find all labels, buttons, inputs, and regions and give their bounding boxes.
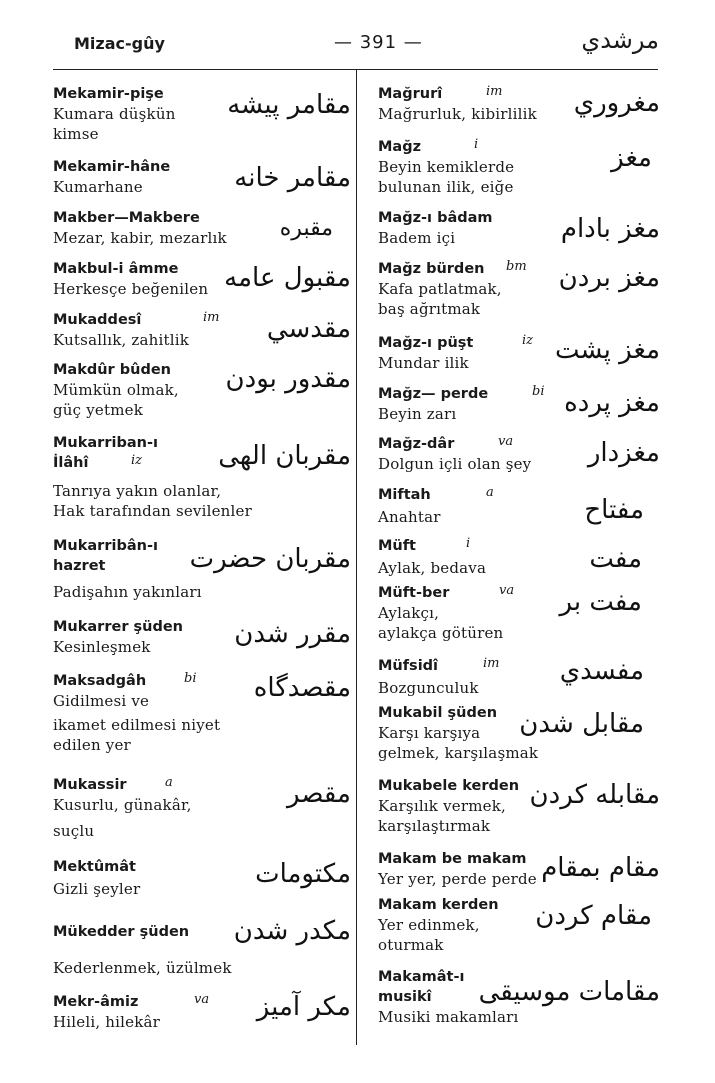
entry-term: Müfsidî (378, 658, 439, 674)
entry-pos-tag: iz (522, 333, 534, 348)
entry-term: Makamât-ı (378, 969, 465, 985)
entry-definition: Yer yer, perde perde (378, 870, 537, 888)
entry-arabic: مغز بردن (558, 263, 660, 293)
dictionary-entry (378, 485, 660, 527)
dictionary-entry (378, 536, 660, 578)
entry-arabic: مقامات موسيقى (478, 977, 660, 1007)
dictionary-entry (53, 916, 351, 978)
entry-pos-tag: bi (184, 671, 197, 686)
entry-definition: Kafa patlatmak, (378, 280, 502, 298)
running-head-left: Mizac-gûy (74, 34, 165, 53)
entry-term: Mukarrer şüden (53, 619, 184, 635)
dictionary-entry (53, 536, 351, 602)
entry-arabic: مفت بر (559, 587, 642, 617)
entry-term: Makam be makam (378, 851, 527, 867)
entry-term: Mekamir-pişe (53, 86, 164, 102)
entry-definition: güç yetmek (53, 401, 144, 419)
entry-arabic: مقام كردن (535, 901, 652, 931)
entry-definition: Dolgun içli olan şey (378, 455, 532, 473)
dictionary-entry (53, 310, 351, 350)
entry-definition: Aylakçı, (378, 604, 440, 622)
entry-definition: ikamet edilmesi niyet (53, 716, 221, 734)
entry-definition: karşılaştırmak (378, 817, 491, 835)
entry-definition: Bozgunculuk (378, 679, 479, 697)
entry-term: Mağz bürden (378, 261, 485, 277)
entry-pos-tag: va (498, 434, 514, 449)
entry-arabic: مفتاح (584, 495, 644, 525)
entry-definition: aylakça götüren (378, 624, 504, 642)
entry-arabic: مغز پرده (564, 388, 660, 418)
dictionary-entry (378, 895, 660, 955)
entry-term-continued: hazret (53, 558, 106, 574)
entry-term: Makber—Makbere (53, 210, 200, 226)
dictionary-entry (53, 157, 351, 197)
entry-arabic: مقرر شدن (234, 619, 351, 649)
entry-arabic: مقبره (279, 216, 333, 241)
entry-definition: Anahtar (378, 508, 441, 526)
entry-term: Maksadgâh (53, 673, 147, 689)
entry-term: Müft-ber (378, 585, 450, 601)
entry-arabic: مقامر خانه (234, 163, 351, 193)
entry-definition: Hileli, hilekâr (53, 1013, 161, 1031)
entry-definition: Mezar, kabir, mezarlık (53, 229, 227, 247)
dictionary-entry (378, 137, 660, 197)
entry-term: Mağz-ı bâdam (378, 210, 493, 226)
entry-arabic: مغزدار (587, 438, 660, 468)
entry-term: Mekamir-hâne (53, 159, 171, 175)
entry-arabic: مكر آميز (256, 992, 351, 1022)
dictionary-entry (53, 857, 351, 899)
entry-term: Mekr-âmiz (53, 994, 139, 1010)
entry-definition: Mağrurluk, kibirlilik (378, 105, 537, 123)
entry-term: Mukabil şüden (378, 705, 498, 721)
entry-definition: Kesinleşmek (53, 638, 151, 656)
entry-definition: Karşılık vermek, (378, 797, 506, 815)
dictionary-entry (53, 360, 351, 420)
entry-term: Mukassir (53, 777, 127, 793)
page-number: — 391 — (334, 32, 423, 53)
entry-term: Mukabele kerden (378, 778, 520, 794)
entry-definition: Aylak, bedava (378, 559, 487, 577)
entry-arabic: مقصر (287, 779, 351, 809)
entry-definition: baş ağrıtmak (378, 300, 481, 318)
entry-definition: Herkesçe beğenilen (53, 280, 209, 298)
entry-arabic: مقابل شدن (519, 709, 644, 739)
entry-pos-tag: im (483, 656, 500, 671)
entry-term: Mağz (378, 139, 422, 155)
entry-term: Makdûr bûden (53, 362, 171, 378)
entry-definition: gelmek, karşılaşmak (378, 744, 539, 762)
entry-term-continued: musikî (378, 989, 432, 1005)
entry-definition: suçlu (53, 822, 95, 840)
entry-term: Müft (378, 538, 416, 554)
entry-pos-tag: i (474, 137, 479, 152)
entry-arabic: مقام بمقام (541, 853, 660, 883)
dictionary-entry (378, 208, 660, 248)
entry-definition: Yer edinmek, (378, 916, 480, 934)
entry-term: Mukaddesî (53, 312, 142, 328)
entry-definition: edilen yer (53, 736, 131, 754)
entry-pos-tag: va (499, 583, 515, 598)
entry-term: Mukarriban-ı (53, 435, 158, 451)
entry-pos-tag: a (165, 775, 173, 790)
entry-term: Mektûmât (53, 859, 136, 875)
entry-definition: Kumarhane (53, 178, 143, 196)
column-divider (356, 70, 357, 1045)
entry-definition: Mümkün olmak, (53, 381, 179, 399)
dictionary-entry (378, 583, 660, 643)
entry-definition: Gidilmesi ve (53, 692, 150, 710)
entry-definition: bulunan ilik, eiğe (378, 178, 514, 196)
dictionary-entry (378, 967, 660, 1027)
dictionary-entry (53, 775, 351, 841)
dictionary-entry (378, 434, 660, 474)
entry-definition: Kusurlu, günakâr, (53, 796, 192, 814)
entry-arabic: مغروري (573, 88, 660, 118)
entry-arabic: مقربان حضرت (189, 544, 351, 574)
entry-arabic: مفسدي (559, 656, 644, 686)
dictionary-entry (53, 259, 351, 299)
dictionary-entry (378, 703, 660, 763)
entry-definition: Beyin zarı (378, 405, 457, 423)
entry-pos-tag: bm (506, 259, 527, 274)
dictionary-entry (378, 656, 660, 698)
entry-arabic: مقابله كردن (529, 780, 660, 810)
dictionary-entry (378, 84, 660, 124)
dictionary-entry (53, 433, 351, 521)
entry-definition: Kumara düşkün (53, 105, 176, 123)
entry-term: Mağz-ı püşt (378, 335, 474, 351)
entry-arabic: مقبول عامه (224, 263, 351, 293)
entry-definition: oturmak (378, 936, 444, 954)
dictionary-entry (53, 992, 351, 1032)
entry-pos-tag: im (486, 84, 503, 99)
entry-term: Mağz— perde (378, 386, 489, 402)
entry-arabic: مغز بادام (560, 214, 660, 244)
entry-pos-tag: i (466, 536, 471, 551)
running-head-arabic: مرشدي (581, 26, 659, 54)
dictionary-entry (53, 84, 351, 144)
entry-arabic: مقدسي (266, 314, 351, 344)
entry-definition: Tanrıya yakın olanlar, (53, 482, 222, 500)
dictionary-entry (378, 259, 660, 319)
entry-term: Miftah (378, 487, 431, 503)
entry-term: Mağz-dâr (378, 436, 455, 452)
dictionary-entry (378, 333, 660, 373)
entry-definition: Gizli şeyler (53, 880, 141, 898)
entry-pos-tag: iz (131, 453, 143, 468)
dictionary-entry (378, 776, 660, 836)
entry-definition: Beyin kemiklerde (378, 158, 515, 176)
entry-definition: Hak tarafından sevilenler (53, 502, 252, 520)
entry-pos-tag: bi (532, 384, 545, 399)
entry-pos-tag: a (486, 485, 494, 500)
entry-arabic: مغز پشت (554, 335, 660, 365)
dictionary-entry (53, 671, 351, 755)
dictionary-entry (378, 849, 660, 889)
entry-definition: Padişahın yakınları (53, 583, 202, 601)
entry-definition: Badem içi (378, 229, 456, 247)
entry-definition: Mundar ilik (378, 354, 469, 372)
entry-arabic: مقصدگاه (253, 673, 351, 703)
dictionary-entry (53, 208, 351, 248)
entry-definition: Karşı karşıya (378, 724, 481, 742)
entry-arabic: مقامر پيشه (227, 90, 351, 120)
entry-term: Mükedder şüden (53, 924, 190, 940)
entry-term: Makam kerden (378, 897, 499, 913)
entry-definition: kimse (53, 125, 99, 143)
entry-term-continued: İlâhî (53, 455, 89, 471)
entry-pos-tag: im (203, 310, 220, 325)
entry-arabic: مفت (589, 544, 642, 574)
entry-definition: Kederlenmek, üzülmek (53, 959, 232, 977)
entry-term: Makbul-i âmme (53, 261, 179, 277)
entry-arabic: مكتومات (255, 859, 351, 889)
entry-term: Mağrurî (378, 86, 443, 102)
entry-arabic: مكدر شدن (233, 916, 351, 946)
entry-definition: Musiki makamları (378, 1008, 519, 1026)
dictionary-entry (378, 384, 660, 424)
entry-arabic: مقدور بودن (225, 364, 351, 394)
entry-pos-tag: va (194, 992, 210, 1007)
entry-arabic: مقربان الهى (218, 441, 351, 471)
entry-arabic: مغز (611, 143, 652, 173)
entry-definition: Kutsallık, zahitlik (53, 331, 190, 349)
entry-term: Mukarribân-ı (53, 538, 158, 554)
page-header (0, 0, 715, 70)
dictionary-entry (53, 617, 351, 657)
